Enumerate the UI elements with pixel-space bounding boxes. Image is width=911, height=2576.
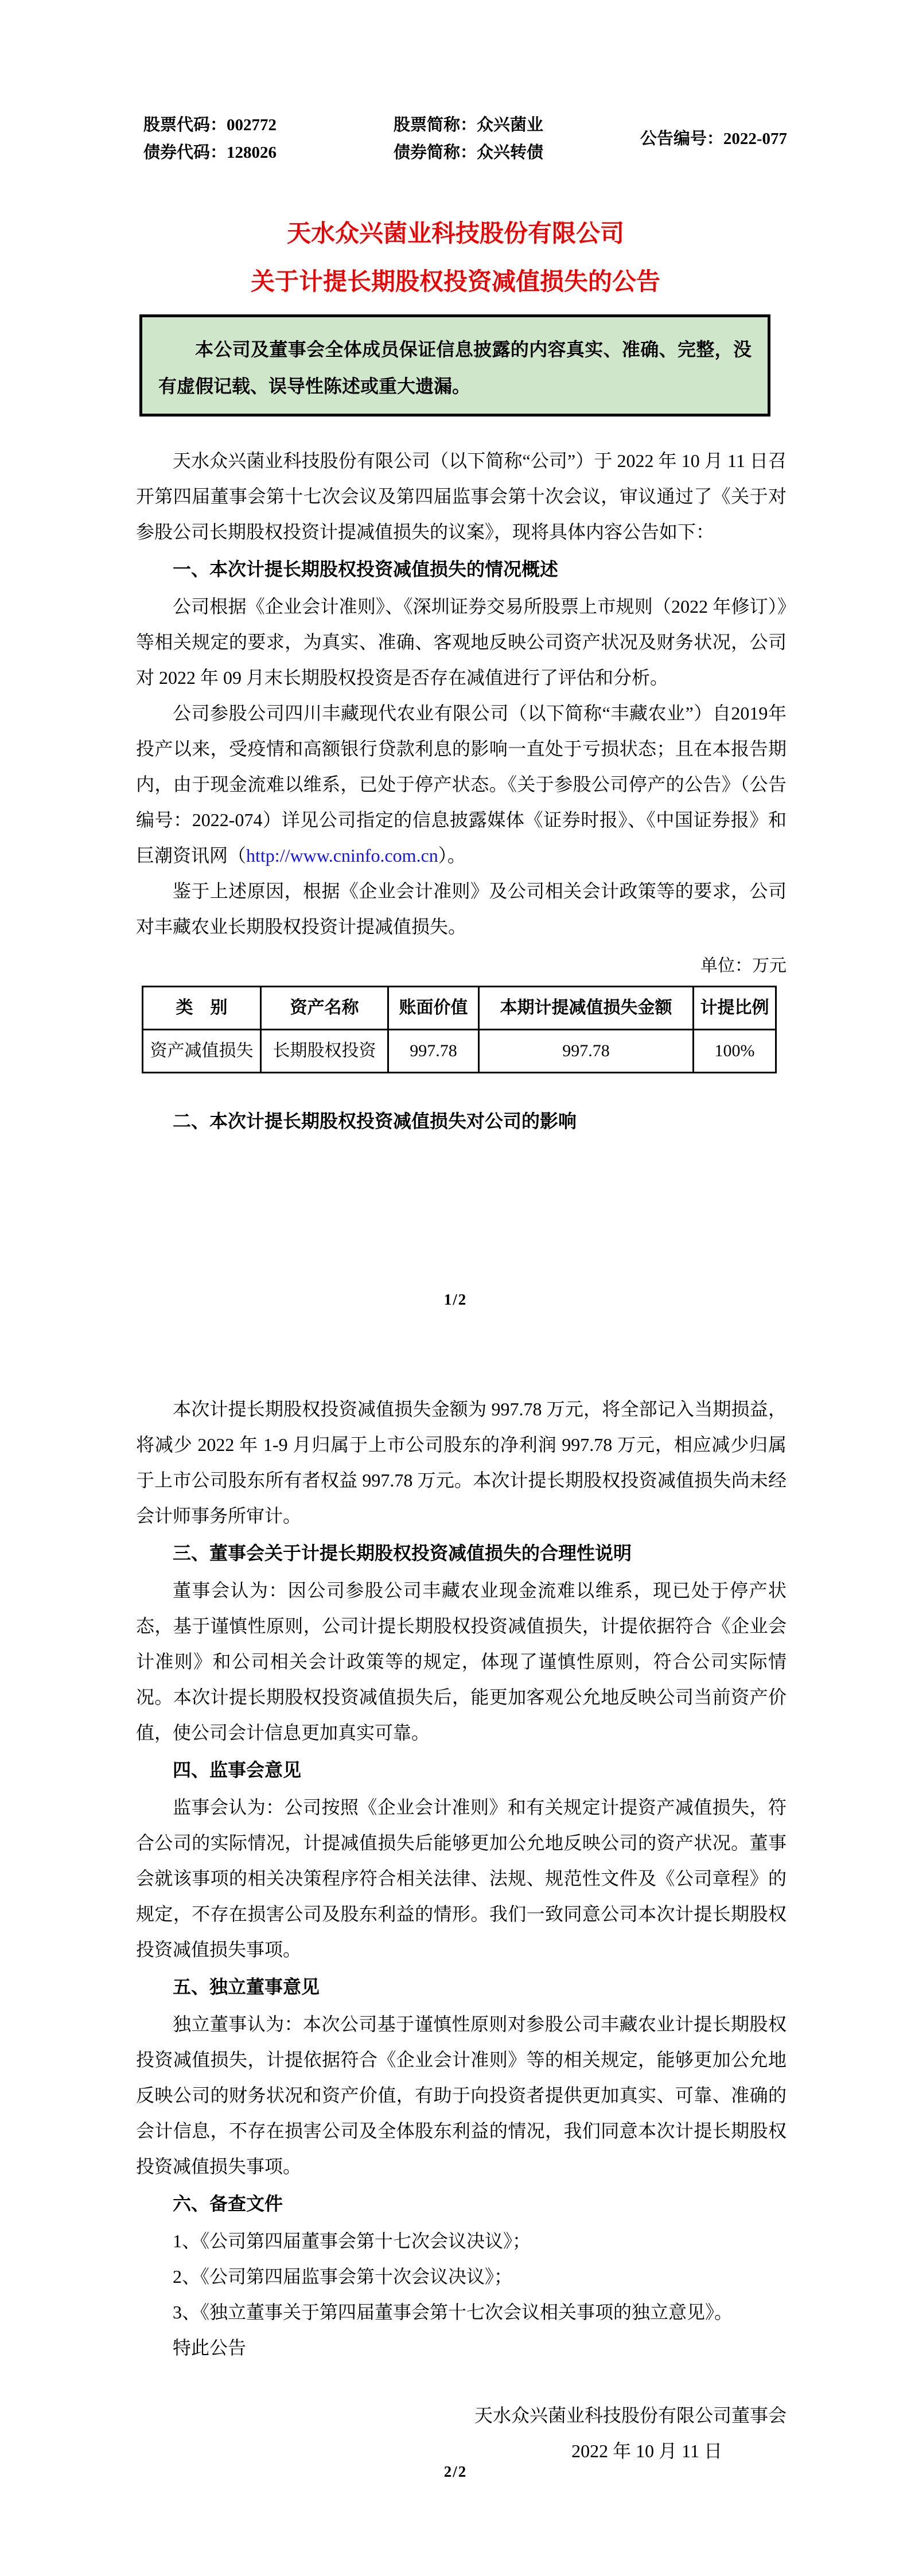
conclusion-paragraph: 鉴于上述原因，根据《企业会计准则》及公司相关会计政策等的要求，公司对丰藏农业长期股权投资计提减值损失。 — [136, 881, 787, 937]
truthfulness-notice-box — [139, 314, 770, 417]
page1-content — [136, 443, 787, 1141]
fengzang-text-pre: 公司参股公司四川丰藏现代农业有限公司（以下简称“丰藏农业”）自2019年投产以来，受疫情和高额银行贷款利息的影响一直处于亏损状态；且在本报告期内，由于现金流难以维系，已处于停产状态。《关于参股公司停产的公告》（公告编号：2022-074）详见公司指定的信息披露媒体《证券时报》、《中国证券报》和巨潮资讯网（ — [136, 703, 787, 866]
supervisors-opinion-paragraph: 监事会认为：公司按照《企业会计准则》和有关规定计提资产减值损失，符合公司的实际情况，计提减值损失后能够更加公允地反映公司的资产状况。董事会就该事项的相关决策程序符合相关法律、法规、规范性文件及《公司章程》的规定，不存在损害公司及股东利益的情形。我们一致同意公司本次计提长期股权投资减值损失事项。 — [136, 1797, 787, 1960]
notice-number: 公告编号：2022-077 — [640, 130, 787, 148]
stock-code: 股票代码：002772 — [143, 116, 277, 134]
section2-heading: 二、本次计提长期股权投资减值损失对公司的影响 — [173, 1111, 577, 1131]
col-book-value: 账面价值 — [388, 987, 479, 1030]
cell-book-value: 997.78 — [388, 1030, 479, 1073]
reference-doc-1: 1、《公司第四届董事会第十七次会议决议》； — [173, 2231, 531, 2251]
page1-number: 1/2 — [443, 1291, 468, 1308]
doc-header — [143, 111, 787, 166]
cninfo-link[interactable]: http://www.cninfo.com.cn — [246, 845, 438, 866]
cell-impairment-amount: 997.78 — [479, 1030, 694, 1073]
section1-heading: 一、本次计提长期股权投资减值损失的情况概述 — [173, 559, 559, 579]
signature-date: 2022 年 10 月 11 日 — [571, 2441, 722, 2461]
independent-directors-paragraph: 独立董事认为：本次公司基于谨慎性原则对参股公司丰藏农业计提长期股权投资减值损失，计提依据符合《企业会计准则》等的相关规定，能够更加公允地反映公司的财务状况和资产价值，有助于向投资者提供更加真实、可靠、准确的会计信息，不存在损害公司及全体股东利益的情况，我们同意本次计提长期股权投资减值损失事项。 — [136, 2014, 787, 2177]
section4-heading: 四、监事会意见 — [173, 1760, 302, 1780]
col-impairment-amount: 本期计提减值损失金额 — [479, 987, 694, 1030]
intro-paragraph: 天水众兴菌业科技股份有限公司（以下简称“公司”）于 2022 年 10 月 11 日召开第四届董事会第十七次会议及第四届监事会第十次会议，审议通过了《关于对参股公司长期股权投资计提减值损失的议案》，现将具体内容公告如下： — [136, 450, 787, 542]
header-names-column — [394, 111, 640, 166]
title-subject: 关于计提长期股权投资减值损失的公告 — [250, 269, 660, 295]
header-codes-column — [143, 111, 394, 166]
fengzang-text-post: ）。 — [438, 845, 466, 866]
title-company: 天水众兴菌业科技股份有限公司 — [286, 221, 624, 247]
impact-paragraph: 本次计提长期股权投资减值损失金额为 997.78 万元，将全部记入当期损益，将减少 2022 年 1-9 月归属于上市公司股东的净利润 997.78 万元，相应减少归属于上市公司股东所有者权益 997.78 万元。本次计提长期股权投资减值损失尚未经会计师事务所审计。 — [136, 1399, 787, 1526]
table-unit-label: 单位：万元 — [700, 956, 787, 975]
section6-heading: 六、备查文件 — [173, 2193, 283, 2214]
cell-asset-name: 长期股权投资 — [261, 1030, 388, 1073]
doc-title — [0, 210, 911, 306]
closing-statement: 特此公告 — [173, 2337, 247, 2358]
section3-heading: 三、董事会关于计提长期股权投资减值损失的合理性说明 — [173, 1543, 632, 1563]
basis-paragraph: 公司根据《企业会计准则》、《深圳证券交易所股票上市规则（2022 年修订）》等相关规定的要求，为真实、准确、客观地反映公司资产状况及财务状况，公司对 2022 年 09 月末长期股权投资是否存在减值进行了评估和分析。 — [136, 596, 787, 688]
bond-code: 债券代码：128026 — [143, 143, 277, 162]
reference-doc-2: 2、《公司第四届监事会第十次会议决议》； — [173, 2266, 513, 2287]
fengzang-paragraph — [136, 695, 787, 873]
reference-doc-3: 3、《独立董事关于第四届董事会第十七次会议相关事项的独立意见》。 — [173, 2302, 733, 2322]
col-category: 类 别 — [143, 987, 261, 1030]
header-notice-number-column — [640, 125, 787, 153]
col-asset-name: 资产名称 — [261, 987, 388, 1030]
col-ratio: 计提比例 — [694, 987, 776, 1030]
cell-category: 资产减值损失 — [143, 1030, 261, 1073]
page2-number: 2/2 — [443, 2463, 468, 2480]
cell-ratio: 100% — [694, 1030, 776, 1073]
page2-content — [136, 1391, 787, 2469]
impairment-table — [142, 986, 777, 1073]
board-opinion-paragraph: 董事会认为：因公司参股公司丰藏农业现金流难以维系，现已处于停产状态，基于谨慎性原则，公司计提长期股权投资减值损失，计提依据符合《企业会计准则》和公司相关会计政策等的规定，体现了谨慎性原则，符合公司实际情况。本次计提长期股权投资减值损失后，能更加客观公允地反映公司当前资产价值，使公司会计信息更加真实可靠。 — [136, 1580, 787, 1743]
stock-name: 股票简称：众兴菌业 — [394, 116, 544, 134]
signature-line: 天水众兴菌业科技股份有限公司董事会 — [474, 2405, 787, 2426]
table-header-row — [143, 987, 776, 1030]
truthfulness-notice-text: 本公司及董事会全体成员保证信息披露的内容真实、准确、完整，没有虚假记载、误导性陈述或重大遗漏。 — [158, 339, 752, 396]
section5-heading: 五、独立董事意见 — [173, 1976, 320, 1997]
bond-name: 债券简称：众兴转债 — [394, 143, 544, 162]
table-row — [143, 1030, 776, 1073]
